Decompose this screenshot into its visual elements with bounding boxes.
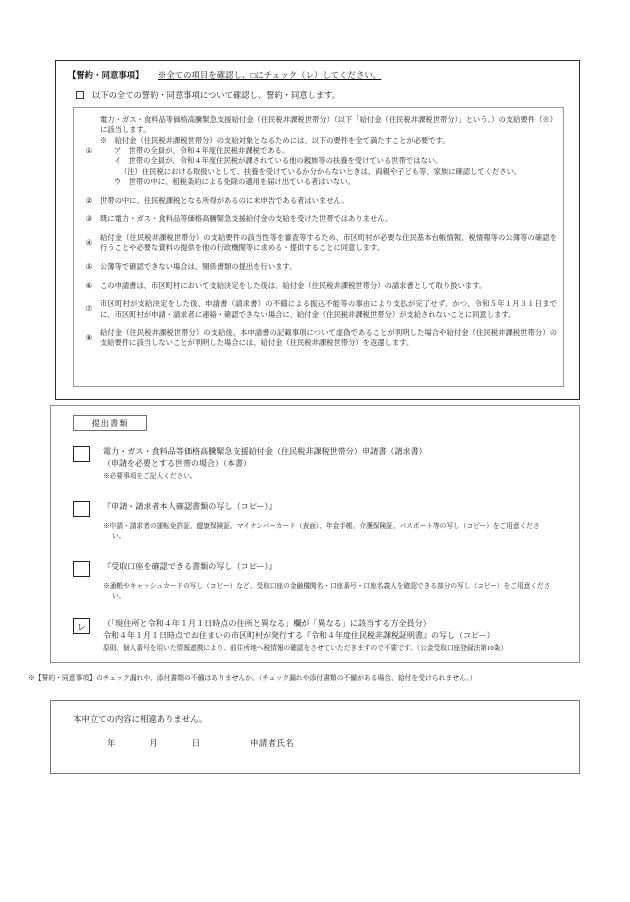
document-text-3 bbox=[103, 561, 553, 602]
document-main-2: 『申請・請求者本人確認書類の写し（コピー）』 bbox=[103, 502, 277, 511]
pledge-item-8-number: ⑧ bbox=[85, 333, 93, 343]
pledge-item-4-number: ④ bbox=[85, 238, 93, 248]
pledge-item-1-line-1: 電力・ガス・食料品等価格高騰緊急支援給付金（住民税非課税世帯分）（以下「給付金（住民税非課税世帯分）」という。）の支給要件（※）に該当します。 bbox=[100, 115, 557, 135]
document-row-2[interactable] bbox=[73, 501, 553, 542]
pledge-item-6-body bbox=[100, 281, 557, 291]
document-note-4: 原則、個人番号を用いた情報連携により、前住所地へ税情報の確認をさせていただきますので不要です。（公金受取口座登録法第10条） bbox=[103, 645, 508, 653]
pledge-item-4 bbox=[74, 233, 563, 254]
document-row-1[interactable] bbox=[73, 446, 553, 482]
document-note-2: ※申請・請求者の運転免許証、健康保険証、マイナンバーカード（表面）、年金手帳、介護保険証、パスポート等の写し（コピー）をご用意ください。 bbox=[103, 523, 540, 540]
declaration-statement: 本申立ての内容に相違ありません。 bbox=[73, 715, 208, 724]
pledge-item-4-body bbox=[100, 233, 557, 254]
pledge-item-8 bbox=[74, 328, 563, 349]
pledge-item-7 bbox=[74, 299, 563, 320]
declaration-section bbox=[50, 700, 580, 774]
pledge-item-1-line-3: ア 世帯の全員が、令和４年度住民税非課税である。 bbox=[114, 146, 290, 156]
pledge-item-5-line-1: 公簿等で確認できない場合は、関係書類の提出を行います。 bbox=[100, 261, 297, 271]
pledge-item-1-line-2: ※ 給付金（住民税非課税世帯分）の支給対象となるためには、以下の要件を全て満たすことが必要です。 bbox=[100, 135, 450, 145]
pledge-item-1 bbox=[74, 115, 563, 188]
pledge-item-4-line-1: 給付金（住民税非課税世帯分）の支給要件の該当性等を審査等するため、市区町村が必要な住民基本台帳情報、税情報等の公簿等の確認を行うことや必要な資料の提供を他の行政機関等に求める・提供することに同意します。 bbox=[100, 233, 557, 253]
pledge-item-1-body bbox=[100, 115, 557, 188]
pledge-item-3 bbox=[74, 214, 563, 225]
pledge-item-8-line-1: 給付金（住民税非課税世帯分）の支給後、本申請書の記載事項について虚偽であることが判明した場合や給付金（住民税非課税世帯分）の支給要件に該当しないことが判明した場合には、給付金（住民税非課税世帯分）を返還します。 bbox=[100, 328, 557, 348]
year-field-label[interactable]: 年 bbox=[107, 739, 116, 748]
document-sub-4: 令和４年１月１日時点でお住まいの市区町村が発行する『令和４年度住民税非課税証明書』の写し（コピー） bbox=[103, 631, 495, 641]
pledge-item-1-number: ① bbox=[85, 145, 93, 155]
checklist-warning-note: ※【誓約・同意事項】のチェック漏れや、添付書類の不備はありませんか。（チェック漏れや添付書類の不備がある場合、給付を受けられません。） bbox=[28, 675, 477, 682]
pledge-item-5 bbox=[74, 262, 563, 273]
agree-all-checkbox[interactable] bbox=[76, 91, 84, 99]
agree-all-label: 以下の全ての誓約・同意事項について確認し、誓約・同意します。 bbox=[92, 91, 341, 100]
pledge-item-8-body bbox=[100, 328, 557, 349]
pledge-item-6-line-1: この申請書は、市区町村において支給決定をした後は、給付金（住民税非課税世帯分）の請求書として取り扱います。 bbox=[100, 280, 487, 290]
pledge-item-5-body bbox=[100, 262, 557, 272]
document-text-2 bbox=[103, 501, 553, 542]
pledge-heading-lead: 【誓約・同意事項】 bbox=[68, 71, 144, 80]
pledge-item-3-line-1: 既に電力・ガス・食料品等価格高騰緊急支援給付金の支給を受けた世帯ではありません。 bbox=[100, 214, 393, 224]
document-checkbox-4[interactable]: レ bbox=[73, 618, 90, 634]
day-field-label[interactable]: 日 bbox=[191, 739, 201, 748]
agree-all-row[interactable] bbox=[76, 89, 340, 101]
pledge-item-7-line-1: 市区町村が支給決定をした後、申請書（請求書）の不備による振込不能等の事由により支払が完了せず、かつ、令和５年１月３１日までに、市区町村が申請・請求者に連絡・確認できない場合に、給付金（住民税非課税世帯分）が支給されないことに同意します。 bbox=[100, 299, 557, 319]
applicant-name-field-label[interactable]: 申請者氏名 bbox=[250, 739, 294, 748]
document-note-1: ※必要事項をご記入ください。 bbox=[103, 473, 197, 481]
month-field-label[interactable]: 月 bbox=[149, 739, 158, 748]
pledge-item-1-line-6: ウ 世帯の中に、租税条約による免除の適用を届け出ている者はいない。 bbox=[114, 177, 355, 187]
pledge-consent-section bbox=[55, 60, 580, 400]
pledge-item-5-number: ⑤ bbox=[85, 261, 93, 271]
documents-section-title bbox=[73, 415, 147, 431]
document-note-3: ※通帳やキャッシュカードの写し（コピー）など、受取口座の金融機関名・口座番号・口座名義人を確認できる部分の写し（コピー）をご用意ください。 bbox=[103, 583, 551, 600]
document-main-3: 『受取口座を確認できる書類の写し（コピー）』 bbox=[103, 562, 277, 571]
pledge-item-6-number: ⑥ bbox=[85, 280, 93, 290]
document-row-4[interactable] bbox=[73, 618, 563, 654]
pledge-items-box bbox=[73, 107, 564, 387]
pledge-item-7-number: ⑦ bbox=[85, 304, 93, 314]
document-text-1 bbox=[103, 446, 427, 482]
pledge-item-2 bbox=[74, 196, 563, 207]
document-checkbox-1[interactable] bbox=[73, 446, 90, 462]
document-main-1: 電力・ガス・食料品等価格高騰緊急支援給付金（住民税非課税世帯分）申請書（請求書） bbox=[103, 447, 427, 456]
pledge-item-3-body bbox=[100, 214, 557, 224]
document-row-3[interactable] bbox=[73, 561, 553, 602]
document-text-4 bbox=[103, 618, 507, 654]
document-sub-1: （申請を必要とする世帯の場合）（本書） bbox=[103, 459, 251, 469]
documents-section bbox=[50, 405, 580, 663]
pledge-item-7-body bbox=[100, 299, 557, 320]
pledge-heading-note: ※全ての項目を確認し、□にチェック（レ）してください。 bbox=[157, 71, 382, 80]
pledge-item-2-line-1: 世帯の中に、住民税課税となる所得があるのに未申告である者はいません。 bbox=[100, 195, 349, 205]
pledge-item-1-line-5: （注）住民税における取扱いとして、扶養を受けているか分からないときは、両親や子ども等、家族に確認してください。 bbox=[120, 166, 522, 176]
pledge-item-2-body bbox=[100, 196, 557, 206]
document-checkbox-3[interactable] bbox=[73, 561, 90, 577]
pledge-item-3-number: ③ bbox=[85, 214, 93, 224]
document-checkbox-2[interactable] bbox=[73, 501, 90, 517]
documents-title-label: 提出書類 bbox=[91, 418, 129, 428]
pledge-item-2-number: ② bbox=[85, 195, 93, 205]
pledge-section-heading bbox=[68, 69, 381, 81]
pledge-item-1-line-4: イ 世帯の全員が、令和４年度住民税が課されている他の親族等の扶養を受けている世帯ではない。 bbox=[114, 156, 443, 166]
declaration-fields bbox=[107, 737, 294, 749]
document-main-4: （「現住所と令和４年１月１日時点の住所と異なる」欄が「異なる」に該当する方全員分） bbox=[103, 619, 431, 628]
pledge-item-6 bbox=[74, 281, 563, 292]
